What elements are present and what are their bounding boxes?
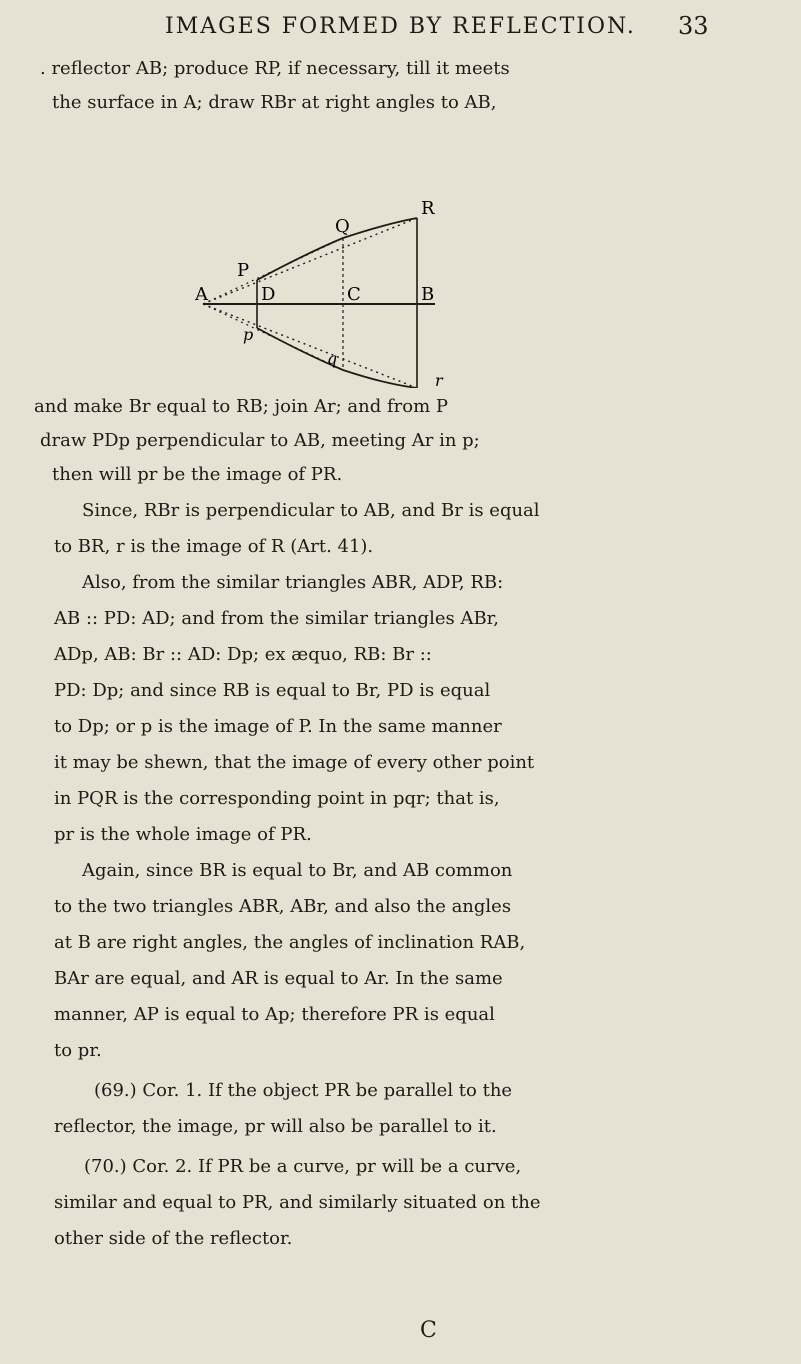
text-line-7: to BR, r is the image of R (Art. 41).	[54, 536, 374, 557]
text-line-25: similar and equal to PR, and similarly situated on the	[54, 1192, 541, 1213]
text-line-24: (70.) Cor. 2. If PR be a curve, pr will be a curve,	[84, 1156, 522, 1177]
label-p-upper: P	[237, 260, 250, 281]
label-a: A	[195, 284, 208, 305]
text-line-15: pr is the whole image of PR.	[54, 824, 312, 845]
text-line-5: then will pr be the image of PR.	[52, 464, 343, 485]
text-line-8: Also, from the similar triangles ABR, ADP, RB:	[82, 572, 504, 593]
text-line-20: manner, AP is equal to Ap; therefore PR is equal	[54, 1004, 495, 1025]
running-header	[0, 6, 801, 46]
text-line-4: draw PDp perpendicular to AB, meeting Ar in p;	[40, 430, 480, 451]
text-line-21: to pr.	[54, 1040, 102, 1061]
label-p-lower: p	[243, 325, 254, 344]
text-line-12: to Dp; or p is the image of P. In the same manner	[54, 716, 502, 737]
signature-mark: C	[420, 1318, 437, 1343]
label-q-lower: q	[327, 349, 338, 368]
text-line-26: other side of the reflector.	[54, 1228, 293, 1249]
text-line-14: in PQR is the corresponding point in pqr; that is,	[54, 788, 500, 809]
text-line-17: to the two triangles ABR, ABr, and also the angles	[54, 896, 512, 917]
text-line-9: AB :: PD: AD; and from the similar triangles ABr,	[54, 608, 500, 629]
label-b: B	[421, 284, 435, 305]
text-line-16: Again, since BR is equal to Br, and AB common	[82, 860, 513, 881]
diagram-svg	[195, 126, 455, 388]
ray-ar	[203, 218, 417, 304]
running-title: IMAGES FORMED BY REFLECTION.	[165, 14, 636, 39]
text-line-23: reflector, the image, pr will also be parallel to it.	[54, 1116, 497, 1137]
label-c: C	[347, 284, 361, 305]
label-r-lower: r	[435, 371, 443, 388]
reflection-diagram	[195, 126, 455, 388]
text-line-13: it may be shewn, that the image of every other point	[54, 752, 535, 773]
text-line-11: PD: Dp; and since RB is equal to Br, PD is equal	[54, 680, 491, 701]
text-line-3: and make Br equal to RB; join Ar; and from P	[34, 396, 448, 417]
text-line-22: (69.) Cor. 1. If the object PR be parallel to the	[94, 1080, 513, 1101]
text-line-19: BAr are equal, and AR is equal to Ar. In the same	[54, 968, 503, 989]
page-number: 33	[678, 12, 709, 40]
text-line-10: ADp, AB: Br :: AD: Dp; ex æquo, RB: Br ::	[54, 644, 432, 665]
label-d: D	[261, 284, 276, 305]
label-q-upper: Q	[335, 216, 350, 237]
text-line-18: at B are right angles, the angles of inclination RAB,	[54, 932, 526, 953]
text-line-2: the surface in A; draw RBr at right angles to AB,	[52, 92, 497, 113]
text-line-1: . reflector AB; produce RP, if necessary, till it meets	[40, 58, 510, 79]
ray-ar-image	[203, 304, 417, 388]
label-r-upper: R	[421, 198, 435, 219]
text-line-6: Since, RBr is perpendicular to AB, and Br is equal	[82, 500, 540, 521]
